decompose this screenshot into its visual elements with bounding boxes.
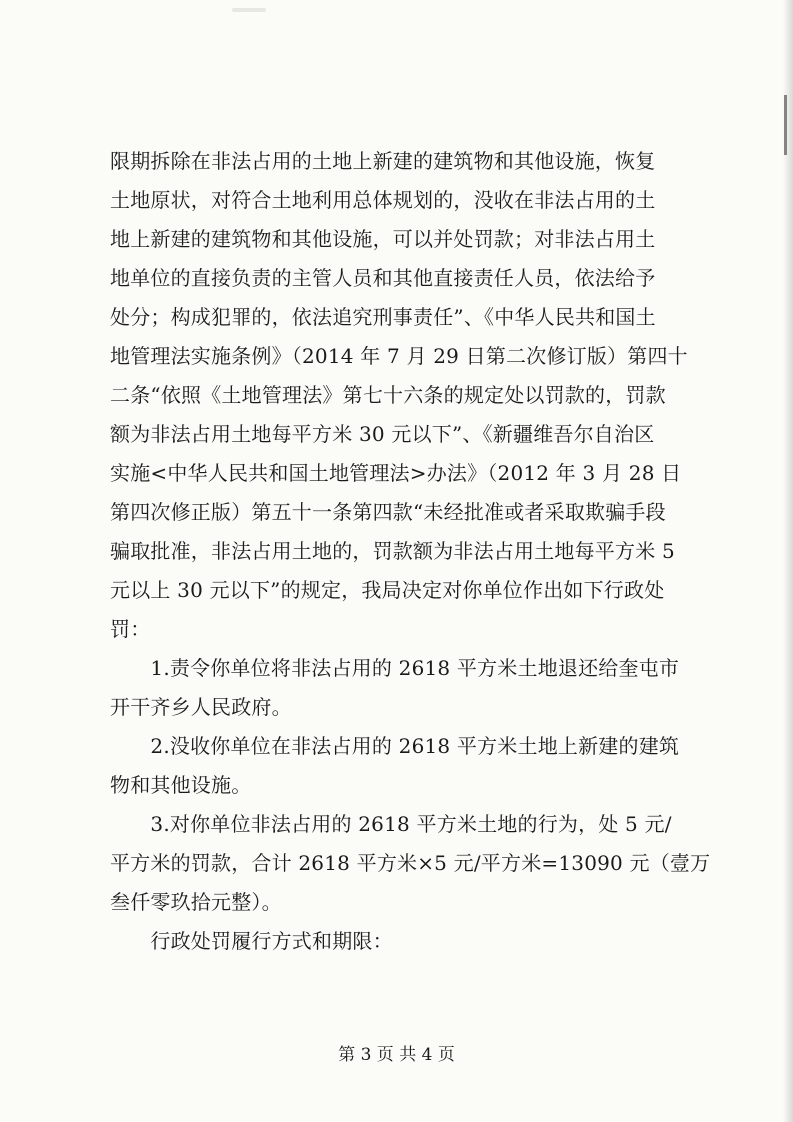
page-number: 第 3 页 共 4 页: [338, 1045, 455, 1065]
document-body: [110, 142, 711, 961]
text-line: 第四次修正版）第五十一条第四款“未经批准或者采取欺骗手段: [110, 500, 666, 524]
text-line: 处分；构成犯罪的，依法追究刑事责任”、《中华人民共和国土: [110, 305, 656, 329]
text-line: 开干齐乡人民政府。: [110, 695, 292, 719]
scan-smudge: [232, 8, 266, 12]
penalty-item-2: 2.没收你单位在非法占用的 2618 平方米土地上新建的建筑: [110, 734, 680, 758]
penalty-item-1: 1.责令你单位将非法占用的 2618 平方米土地退还给奎屯市: [110, 656, 680, 680]
penalty-item-3: 3.对你单位非法占用的 2618 平方米土地的行为，处 5 元/: [110, 812, 672, 836]
text-line: 地上新建的建筑物和其他设施，可以并处罚款；对非法占用土: [110, 227, 656, 251]
scan-edge-mark: [784, 95, 787, 155]
text-line: 元以上 30 元以下”的规定，我局决定对你单位作出如下行政处: [110, 578, 665, 602]
text-line: 土地原状，对符合土地利用总体规划的，没收在非法占用的土: [110, 188, 656, 212]
text-line: 额为非法占用土地每平方米 30 元以下”、《新疆维吾尔自治区: [110, 422, 655, 446]
text-line: 限期拆除在非法占用的土地上新建的建筑物和其他设施，恢复: [110, 149, 656, 173]
text-line: 实施<中华人民共和国土地管理法>办法》（2012 年 3 月 28 日: [110, 461, 682, 485]
text-line: 骗取批准，非法占用土地的，罚款额为非法占用土地每平方米 5: [110, 539, 675, 563]
text-line: 地单位的直接负责的主管人员和其他直接责任人员，依法给予: [110, 266, 656, 290]
section-heading: 行政处罚履行方式和期限：: [110, 929, 393, 953]
scan-edge-shadow: [783, 0, 793, 1122]
text-line: 物和其他设施。: [110, 773, 252, 797]
text-line: 罚：: [110, 617, 151, 641]
text-line: 叁仟零玖拾元整）。: [110, 890, 282, 914]
text-line: 平方米的罚款，合计 2618 平方米×5 元/平方米=13090 元（壹万: [110, 851, 711, 875]
text-line: 地管理法实施条例》（2014 年 7 月 29 日第二次修订版）第四十: [110, 344, 688, 368]
text-line: 二条“依照《土地管理法》第七十六条的规定处以罚款的，罚款: [110, 383, 666, 407]
